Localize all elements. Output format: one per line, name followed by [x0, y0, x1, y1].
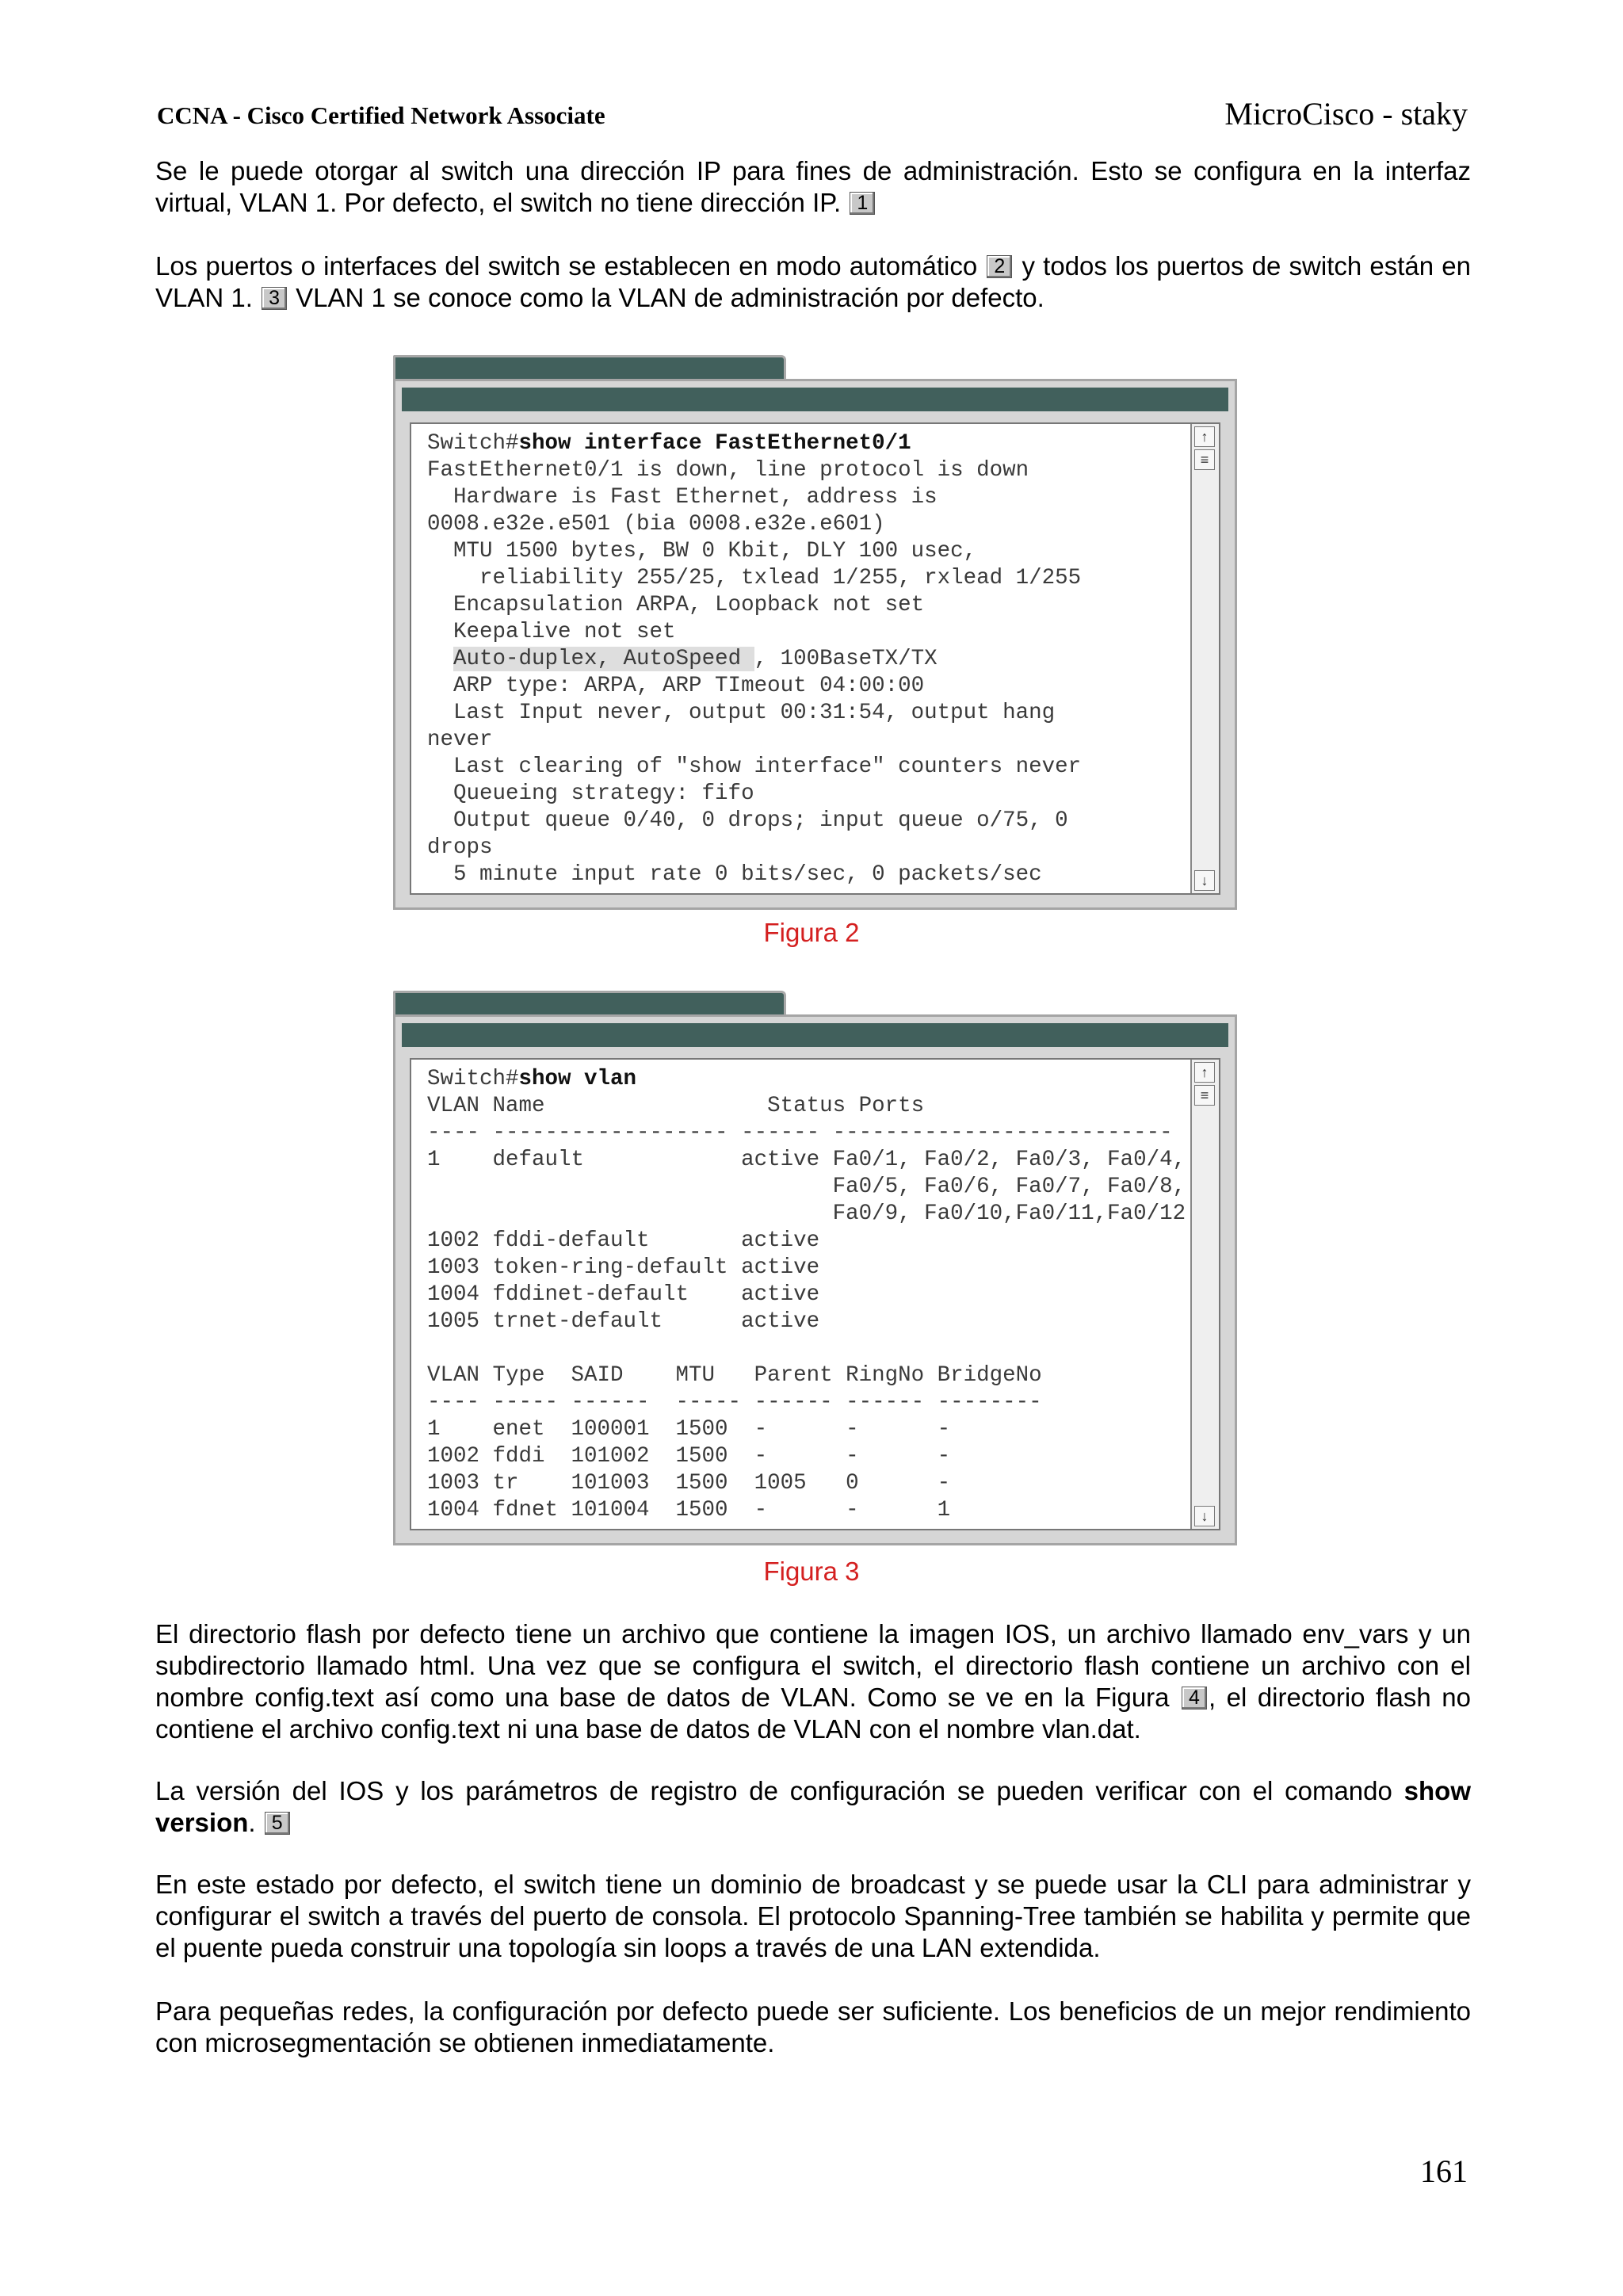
- paragraph-5: En este estado por defecto, el switch tiene un dominio de broadcast y se puede usar la CLI para administrar y configurar el switch a través del puerto de consola. El protocolo Spanning-Tree también se habilita y permite que el puente pueda construir una topología sin loops a través de una LAN extendida.: [155, 1870, 1471, 1962]
- paragraph-4-text-a: La versión del IOS y los parámetros de registro de configuración se pueden verificar con el comando: [155, 1776, 1392, 1805]
- terminal-output: Switch#show interface FastEthernet0/1 FastEthernet0/1 is down, line protocol is down Hardware is Fast Ethernet, address is 0008.e32e.e501 (bia 0008.e32e.e601) MTU 1500 bytes, BW 0 Kbit, DLY 100 usec, reliability 255/25, txlead 1/255, rxlead 1/255 Encapsulation ARPA, Loopback not set Keepalive not set Auto-duplex, AutoSpeed , 100BaseTX/TX ARP type: ARPA, ARP TImeout 04:00:00 Last Input never, output 00:31:54, output hang never Last clearing of "show interface" counters never Queueing strategy: fifo Output queue 0/40, 0 drops; input queue o/75, 0 drops 5 minute input rate 0 bits/sec, 0 packets/sec: [427, 431, 1082, 887]
- scroll-up-arrow-icon[interactable]: ↑: [1194, 426, 1215, 447]
- scroll-thumb-icon[interactable]: ≡: [1194, 1085, 1215, 1106]
- vertical-scrollbar[interactable]: [1190, 424, 1219, 893]
- terminal-screen: [410, 1058, 1220, 1530]
- paragraph-2-text-b: y todos los puertos de switch están en VLAN 1.: [155, 251, 1471, 312]
- scroll-down-arrow-icon[interactable]: ↓: [1194, 870, 1215, 891]
- figure-ref-button[interactable]: 1: [850, 192, 875, 215]
- paragraph-4-text-b: .: [248, 1808, 256, 1837]
- window-title-bar: [402, 1023, 1228, 1047]
- paragraph-6: Para pequeñas redes, la configuración por defecto puede ser suficiente. Los beneficios de un mejor rendimiento con microsegmentación se obtienen inmediatamente.: [155, 1996, 1471, 2057]
- paragraph-3-text-b: , el directorio flash no contiene el archivo config.text ni una base de datos de VLAN con el nombre vlan.dat.: [155, 1683, 1471, 1744]
- terminal-screen: [410, 422, 1220, 895]
- paragraph-4-command: show version: [155, 1776, 1471, 1837]
- terminal-output: Switch#show vlan VLAN Name Status Ports ---- ------------------ ------ -------------------------- 1 default active Fa0/1, Fa0/2, Fa0/3, Fa0/4, Fa0/5, Fa0/6, Fa0/7, Fa0/8, Fa0/9, Fa0/10,Fa0/11,Fa0/12 1002 fddi-default active 1003 token-ring-default active 1004 fddinet-default active 1005 trnet-default active VLAN Type SAID MTU Parent RingNo BridgeNo ---- ----- ------ ----- ------ ------ -------- 1 enet 100001 1500 - - - 1002 fddi 101002 1500 - - - 1003 tr 101003 1500 1005 0 - 1004 fdnet 101004 1500 - - 1: [427, 1067, 1186, 1522]
- page-number: 161: [1420, 2153, 1468, 2189]
- figure-3-caption: Figura 3: [763, 1557, 860, 1586]
- paragraph-2-text-c: VLAN 1 se conoce como la VLAN de administración por defecto.: [296, 283, 1044, 312]
- scroll-thumb-icon[interactable]: ≡: [1194, 449, 1215, 470]
- figure-2-terminal-window: [393, 355, 1237, 910]
- paragraph-1: [155, 155, 1471, 219]
- vertical-scrollbar[interactable]: [1190, 1060, 1219, 1529]
- paragraph-2-text-a: Los puertos o interfaces del switch se establecen en modo automático: [155, 251, 978, 281]
- terminal-command: show interface FastEthernet0/1: [518, 431, 911, 456]
- paragraph-1-text: Se le puede otorgar al switch una dirección IP para fines de administración. Esto se configura en la interfaz virtual, VLAN 1. Por defecto, el switch no tiene dirección IP.: [155, 156, 1471, 217]
- paragraph-4: [155, 1775, 1471, 1839]
- scroll-up-arrow-icon[interactable]: ↑: [1194, 1062, 1215, 1083]
- window-title-bar: [402, 388, 1228, 411]
- figure-2-caption: Figura 2: [763, 918, 860, 947]
- header-right: MicroCisco - staky: [1224, 96, 1468, 132]
- paragraph-3: [155, 1618, 1471, 1745]
- scroll-down-arrow-icon[interactable]: ↓: [1194, 1506, 1215, 1526]
- window-frame: [393, 379, 1237, 910]
- figure-ref-button[interactable]: 3: [262, 287, 287, 310]
- figure-ref-button[interactable]: 4: [1182, 1687, 1207, 1710]
- window-frame: [393, 1014, 1237, 1545]
- figure-3-terminal-window: [393, 991, 1237, 1545]
- figure-ref-button[interactable]: 2: [987, 255, 1012, 278]
- header-left: CCNA - Cisco Certified Network Associate: [157, 101, 605, 129]
- highlighted-setting: Auto-duplex, AutoSpeed: [453, 647, 754, 671]
- paragraph-2: [155, 250, 1471, 314]
- terminal-command: show vlan: [518, 1067, 637, 1091]
- paragraph-3-text-a: El directorio flash por defecto tiene un archivo que contiene la imagen IOS, un archivo llamado env_vars y un subdirectorio llamado html. Una vez que se configura el switch, el directorio flash contiene un archivo con el nombre config.text así como una base de datos de VLAN. Como se ve en la Figura: [155, 1619, 1471, 1712]
- figure-ref-button[interactable]: 5: [265, 1812, 290, 1835]
